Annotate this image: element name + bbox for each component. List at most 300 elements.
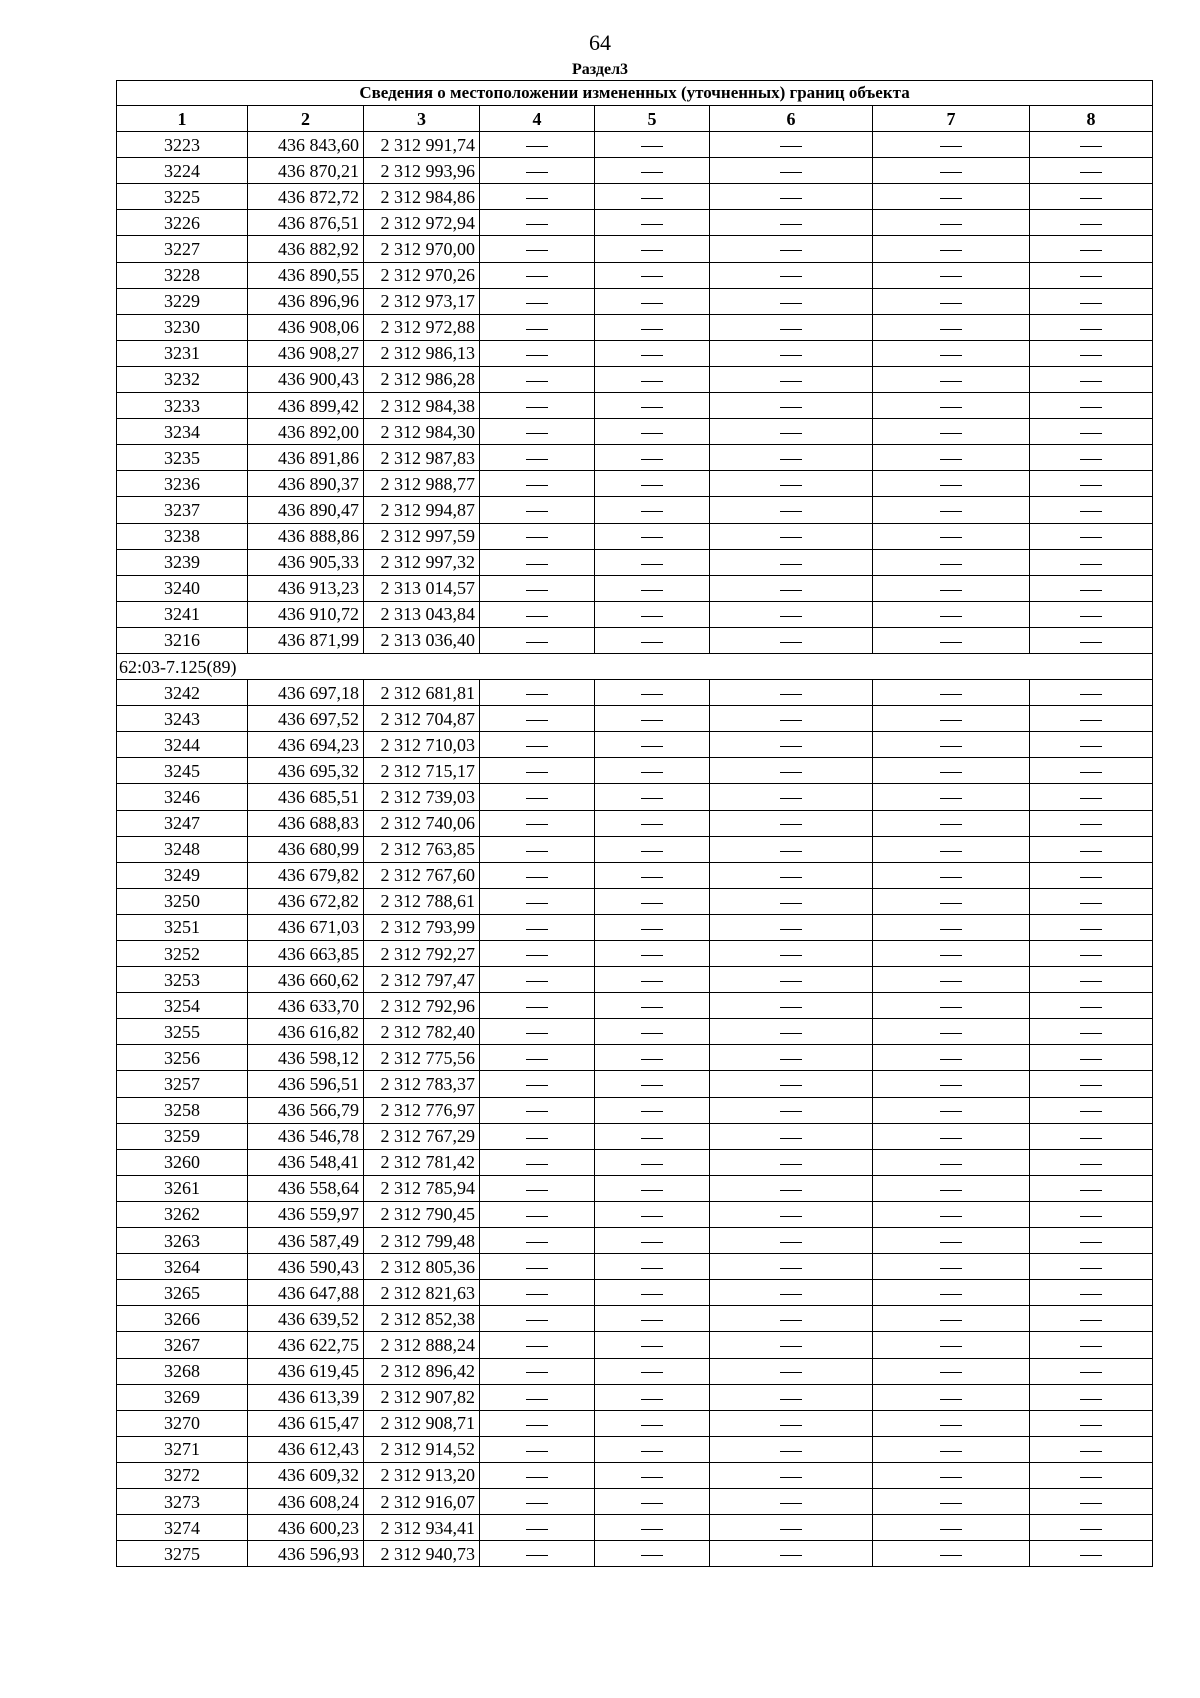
empty-cell-col-4 [480, 1306, 595, 1332]
dash-mark [940, 1164, 962, 1165]
empty-cell-col-7 [873, 262, 1030, 288]
dash-mark [1080, 1033, 1102, 1034]
empty-cell-col-7 [873, 1228, 1030, 1254]
coord-x: 436 587,49 [248, 1228, 364, 1254]
dash-mark [940, 694, 962, 695]
dash-mark [526, 1216, 548, 1217]
coord-y: 2 312 785,94 [364, 1175, 480, 1201]
dash-mark [940, 198, 962, 199]
empty-cell-col-7 [873, 158, 1030, 184]
empty-cell-col-7 [873, 967, 1030, 993]
table-row [117, 627, 1153, 653]
column-header-1: 1 [117, 106, 248, 132]
point-number: 3231 [117, 340, 248, 366]
empty-cell-col-7 [873, 1488, 1030, 1514]
dash-mark [1080, 459, 1102, 460]
empty-cell-col-8 [1030, 1306, 1153, 1332]
dash-mark [526, 1372, 548, 1373]
point-number: 3258 [117, 1097, 248, 1123]
empty-cell-col-5 [595, 680, 710, 706]
dash-mark [780, 537, 802, 538]
dash-mark [940, 1268, 962, 1269]
empty-cell-col-5 [595, 836, 710, 862]
coord-y: 2 312 970,26 [364, 262, 480, 288]
coord-x: 436 600,23 [248, 1515, 364, 1541]
dash-mark [1080, 1372, 1102, 1373]
dash-mark [940, 1085, 962, 1086]
empty-cell-col-5 [595, 1254, 710, 1280]
empty-cell-col-5 [595, 1436, 710, 1462]
dash-mark [1080, 1138, 1102, 1139]
empty-cell-col-5 [595, 1515, 710, 1541]
dash-mark [641, 1216, 663, 1217]
dash-mark [780, 303, 802, 304]
dash-mark [526, 1242, 548, 1243]
empty-cell-col-4 [480, 888, 595, 914]
empty-cell-col-8 [1030, 680, 1153, 706]
coord-x: 436 891,86 [248, 445, 364, 471]
dash-mark [641, 798, 663, 799]
empty-cell-col-5 [595, 1019, 710, 1045]
coord-x: 436 647,88 [248, 1280, 364, 1306]
table-row [117, 523, 1153, 549]
dash-mark [641, 329, 663, 330]
dash-mark [780, 1138, 802, 1139]
dash-mark [641, 537, 663, 538]
dash-mark [526, 250, 548, 251]
coord-y: 2 312 991,74 [364, 132, 480, 158]
dash-mark [641, 250, 663, 251]
dash-mark [780, 798, 802, 799]
dash-mark [780, 1346, 802, 1347]
dash-mark [780, 355, 802, 356]
coord-y: 2 312 793,99 [364, 914, 480, 940]
coord-y: 2 312 987,83 [364, 445, 480, 471]
point-number: 3230 [117, 314, 248, 340]
empty-cell-col-6 [710, 1254, 873, 1280]
empty-cell-col-4 [480, 340, 595, 366]
table-row [117, 1541, 1153, 1567]
table-row [117, 1384, 1153, 1410]
dash-mark [526, 511, 548, 512]
point-number: 3247 [117, 810, 248, 836]
dash-mark [940, 772, 962, 773]
dash-mark [526, 772, 548, 773]
page-number: 64 [589, 30, 611, 55]
coord-y: 2 312 888,24 [364, 1332, 480, 1358]
empty-cell-col-4 [480, 523, 595, 549]
dash-mark [940, 1372, 962, 1373]
empty-cell-col-5 [595, 314, 710, 340]
dash-mark [940, 172, 962, 173]
point-number: 3270 [117, 1410, 248, 1436]
column-header-6: 6 [710, 106, 873, 132]
empty-cell-col-8 [1030, 366, 1153, 392]
dash-mark [641, 1007, 663, 1008]
coord-x: 436 598,12 [248, 1045, 364, 1071]
dash-mark [780, 1268, 802, 1269]
point-number: 3244 [117, 732, 248, 758]
table-row [117, 706, 1153, 732]
coord-y: 2 312 973,17 [364, 288, 480, 314]
dash-mark [1080, 537, 1102, 538]
empty-cell-col-6 [710, 236, 873, 262]
empty-cell-col-8 [1030, 941, 1153, 967]
dash-mark [1080, 929, 1102, 930]
point-number: 3240 [117, 575, 248, 601]
group-label-row [117, 653, 1153, 679]
dash-mark [641, 146, 663, 147]
empty-cell-col-8 [1030, 1071, 1153, 1097]
dash-mark [641, 355, 663, 356]
dash-mark [641, 903, 663, 904]
empty-cell-col-6 [710, 1019, 873, 1045]
coord-x: 436 890,37 [248, 471, 364, 497]
dash-mark [780, 1033, 802, 1034]
empty-cell-col-5 [595, 706, 710, 732]
coord-y: 2 312 913,20 [364, 1462, 480, 1488]
empty-cell-col-4 [480, 914, 595, 940]
point-number: 3267 [117, 1332, 248, 1358]
dash-mark [1080, 955, 1102, 956]
coord-x: 436 913,23 [248, 575, 364, 601]
dash-mark [940, 537, 962, 538]
point-number: 3237 [117, 497, 248, 523]
dash-mark [526, 564, 548, 565]
dash-mark [641, 564, 663, 565]
empty-cell-col-5 [595, 967, 710, 993]
dash-mark [641, 1190, 663, 1191]
dash-mark [780, 1529, 802, 1530]
empty-cell-col-4 [480, 862, 595, 888]
empty-cell-col-6 [710, 1280, 873, 1306]
dash-mark [1080, 485, 1102, 486]
empty-cell-col-7 [873, 1201, 1030, 1227]
coord-x: 436 615,47 [248, 1410, 364, 1436]
coord-y: 2 312 994,87 [364, 497, 480, 523]
dash-mark [526, 616, 548, 617]
empty-cell-col-6 [710, 914, 873, 940]
empty-cell-col-4 [480, 497, 595, 523]
table-row [117, 1019, 1153, 1045]
dash-mark [641, 1477, 663, 1478]
empty-cell-col-7 [873, 1462, 1030, 1488]
empty-cell-col-8 [1030, 1488, 1153, 1514]
point-number: 3268 [117, 1358, 248, 1384]
dash-mark [1080, 381, 1102, 382]
dash-mark [780, 564, 802, 565]
empty-cell-col-7 [873, 1019, 1030, 1045]
dash-mark [780, 1451, 802, 1452]
dash-mark [526, 955, 548, 956]
table-row [117, 1488, 1153, 1514]
empty-cell-col-4 [480, 575, 595, 601]
point-number: 3243 [117, 706, 248, 732]
empty-cell-col-5 [595, 758, 710, 784]
table-row [117, 1228, 1153, 1254]
empty-cell-col-7 [873, 758, 1030, 784]
empty-cell-col-7 [873, 1410, 1030, 1436]
dash-mark [1080, 720, 1102, 721]
coord-y: 2 312 767,29 [364, 1123, 480, 1149]
table-row [117, 1515, 1153, 1541]
dash-mark [526, 590, 548, 591]
empty-cell-col-4 [480, 1228, 595, 1254]
dash-mark [940, 955, 962, 956]
coord-y: 2 312 988,77 [364, 471, 480, 497]
empty-cell-col-4 [480, 758, 595, 784]
empty-cell-col-6 [710, 1541, 873, 1567]
dash-mark [526, 1190, 548, 1191]
column-header-5: 5 [595, 106, 710, 132]
empty-cell-col-6 [710, 1228, 873, 1254]
dash-mark [780, 1320, 802, 1321]
point-number: 3259 [117, 1123, 248, 1149]
dash-mark [940, 485, 962, 486]
dash-mark [780, 146, 802, 147]
empty-cell-col-4 [480, 1384, 595, 1410]
dash-mark [780, 1555, 802, 1556]
dash-mark [1080, 224, 1102, 225]
dash-mark [940, 1320, 962, 1321]
dash-mark [780, 772, 802, 773]
coord-y: 2 312 767,60 [364, 862, 480, 888]
empty-cell-col-5 [595, 1228, 710, 1254]
coord-x: 436 697,52 [248, 706, 364, 732]
dash-mark [1080, 198, 1102, 199]
dash-mark [780, 1164, 802, 1165]
dash-mark [526, 1033, 548, 1034]
empty-cell-col-5 [595, 132, 710, 158]
point-number: 3262 [117, 1201, 248, 1227]
empty-cell-col-7 [873, 366, 1030, 392]
empty-cell-col-7 [873, 393, 1030, 419]
dash-mark [526, 1425, 548, 1426]
dash-mark [1080, 590, 1102, 591]
dash-mark [1080, 1477, 1102, 1478]
dash-mark [1080, 1399, 1102, 1400]
empty-cell-col-8 [1030, 549, 1153, 575]
coord-x: 436 697,18 [248, 680, 364, 706]
coord-x: 436 685,51 [248, 784, 364, 810]
dash-mark [1080, 616, 1102, 617]
dash-mark [780, 250, 802, 251]
empty-cell-col-6 [710, 549, 873, 575]
dash-mark [526, 1477, 548, 1478]
empty-cell-col-8 [1030, 340, 1153, 366]
point-number: 3271 [117, 1436, 248, 1462]
empty-cell-col-5 [595, 1201, 710, 1227]
empty-cell-col-6 [710, 1384, 873, 1410]
dash-mark [641, 1085, 663, 1086]
dash-mark [641, 824, 663, 825]
empty-cell-col-7 [873, 993, 1030, 1019]
coord-x: 436 546,78 [248, 1123, 364, 1149]
coord-x: 436 566,79 [248, 1097, 364, 1123]
coord-x: 436 558,64 [248, 1175, 364, 1201]
empty-cell-col-6 [710, 967, 873, 993]
dash-mark [780, 642, 802, 643]
empty-cell-col-7 [873, 288, 1030, 314]
empty-cell-col-6 [710, 288, 873, 314]
dash-mark [526, 1529, 548, 1530]
empty-cell-col-5 [595, 236, 710, 262]
coord-y: 2 312 986,13 [364, 340, 480, 366]
empty-cell-col-7 [873, 1541, 1030, 1567]
dash-mark [526, 903, 548, 904]
table-row [117, 236, 1153, 262]
empty-cell-col-4 [480, 627, 595, 653]
dash-mark [940, 1529, 962, 1530]
empty-cell-col-8 [1030, 967, 1153, 993]
dash-mark [526, 1555, 548, 1556]
dash-mark [940, 929, 962, 930]
dash-mark [526, 1007, 548, 1008]
empty-cell-col-6 [710, 888, 873, 914]
dash-mark [1080, 1346, 1102, 1347]
empty-cell-col-8 [1030, 1358, 1153, 1384]
dash-mark [526, 1085, 548, 1086]
dash-mark [641, 407, 663, 408]
coord-x: 436 870,21 [248, 158, 364, 184]
empty-cell-col-8 [1030, 810, 1153, 836]
table-row [117, 340, 1153, 366]
empty-cell-col-7 [873, 471, 1030, 497]
empty-cell-col-5 [595, 419, 710, 445]
empty-cell-col-6 [710, 680, 873, 706]
table-row [117, 1358, 1153, 1384]
dash-mark [641, 224, 663, 225]
dash-mark [526, 198, 548, 199]
dash-mark [940, 590, 962, 591]
dash-mark [526, 798, 548, 799]
empty-cell-col-4 [480, 1515, 595, 1541]
empty-cell-col-6 [710, 1149, 873, 1175]
empty-cell-col-8 [1030, 1436, 1153, 1462]
coord-y: 2 312 914,52 [364, 1436, 480, 1462]
dash-mark [641, 642, 663, 643]
coord-y: 2 313 043,84 [364, 601, 480, 627]
coord-x: 436 639,52 [248, 1306, 364, 1332]
point-number: 3253 [117, 967, 248, 993]
empty-cell-col-8 [1030, 888, 1153, 914]
dash-mark [641, 511, 663, 512]
dash-mark [641, 720, 663, 721]
table-row [117, 366, 1153, 392]
dash-mark [526, 720, 548, 721]
coord-x: 436 613,39 [248, 1384, 364, 1410]
point-number: 3249 [117, 862, 248, 888]
empty-cell-col-6 [710, 210, 873, 236]
table-row [117, 888, 1153, 914]
dash-mark [940, 1555, 962, 1556]
dash-mark [780, 981, 802, 982]
dash-mark [940, 1138, 962, 1139]
table-row [117, 497, 1153, 523]
dash-mark [641, 1399, 663, 1400]
empty-cell-col-7 [873, 732, 1030, 758]
empty-cell-col-5 [595, 1541, 710, 1567]
empty-cell-col-4 [480, 366, 595, 392]
dash-mark [940, 224, 962, 225]
coord-y: 2 312 907,82 [364, 1384, 480, 1410]
empty-cell-col-6 [710, 1332, 873, 1358]
dash-mark [1080, 355, 1102, 356]
empty-cell-col-8 [1030, 758, 1153, 784]
empty-cell-col-7 [873, 627, 1030, 653]
coord-y: 2 312 993,96 [364, 158, 480, 184]
empty-cell-col-7 [873, 210, 1030, 236]
dash-mark [940, 1242, 962, 1243]
table-row [117, 732, 1153, 758]
dash-mark [1080, 1555, 1102, 1556]
dash-mark [526, 642, 548, 643]
dash-mark [1080, 511, 1102, 512]
dash-mark [940, 798, 962, 799]
empty-cell-col-6 [710, 445, 873, 471]
table-row [117, 1436, 1153, 1462]
empty-cell-col-4 [480, 132, 595, 158]
dash-mark [641, 1164, 663, 1165]
coord-y: 2 312 775,56 [364, 1045, 480, 1071]
empty-cell-col-5 [595, 810, 710, 836]
dash-mark [940, 746, 962, 747]
empty-cell-col-6 [710, 1410, 873, 1436]
point-number: 3250 [117, 888, 248, 914]
dash-mark [526, 276, 548, 277]
empty-cell-col-5 [595, 1280, 710, 1306]
dash-mark [1080, 772, 1102, 773]
dash-mark [780, 329, 802, 330]
coord-x: 436 590,43 [248, 1254, 364, 1280]
empty-cell-col-8 [1030, 1462, 1153, 1488]
table-row [117, 1149, 1153, 1175]
empty-cell-col-5 [595, 288, 710, 314]
dash-mark [940, 720, 962, 721]
point-number: 3263 [117, 1228, 248, 1254]
empty-cell-col-6 [710, 497, 873, 523]
table-row [117, 1097, 1153, 1123]
coord-y: 2 312 984,38 [364, 393, 480, 419]
dash-mark [940, 1503, 962, 1504]
table-caption: Сведения о местоположении измененных (уточненных) границ объекта [117, 81, 1153, 106]
coord-y: 2 312 984,86 [364, 184, 480, 210]
coord-x: 436 900,43 [248, 366, 364, 392]
empty-cell-col-4 [480, 784, 595, 810]
dash-mark [1080, 798, 1102, 799]
dash-mark [526, 355, 548, 356]
empty-cell-col-4 [480, 314, 595, 340]
empty-cell-col-4 [480, 941, 595, 967]
empty-cell-col-8 [1030, 1332, 1153, 1358]
dash-mark [1080, 407, 1102, 408]
coord-y: 2 312 997,32 [364, 549, 480, 575]
coord-y: 2 312 704,87 [364, 706, 480, 732]
coord-x: 436 680,99 [248, 836, 364, 862]
empty-cell-col-5 [595, 1488, 710, 1514]
point-number: 3260 [117, 1149, 248, 1175]
dash-mark [940, 1033, 962, 1034]
dash-mark [940, 642, 962, 643]
empty-cell-col-7 [873, 1332, 1030, 1358]
empty-cell-col-5 [595, 1358, 710, 1384]
empty-cell-col-6 [710, 184, 873, 210]
dash-mark [641, 1346, 663, 1347]
empty-cell-col-4 [480, 1175, 595, 1201]
dash-mark [526, 1268, 548, 1269]
dash-mark [780, 1085, 802, 1086]
empty-cell-col-8 [1030, 1201, 1153, 1227]
